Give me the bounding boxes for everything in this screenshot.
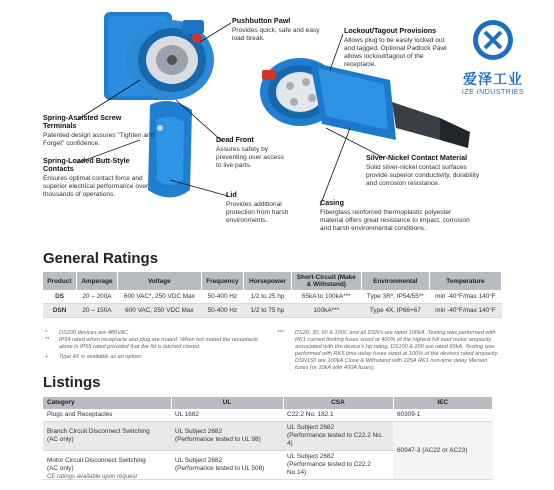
cell-iec: 60947-3 (AC22 or AC23): [393, 422, 493, 480]
brand-name-cn: 爱泽工业: [463, 71, 523, 87]
table-row: [43, 422, 493, 451]
note: [45, 337, 270, 351]
cell-line: (Performance tested to UL 508): [175, 465, 265, 472]
feature-lid: [226, 191, 302, 225]
col-header: Short-Circuit (Make & Withstand): [291, 272, 361, 290]
col-header: Category: [43, 397, 171, 409]
cell-category: [43, 409, 171, 422]
note-text: IP54 rated when receptacle and plug are mated. When not mated the receptacle alone is IP55 rated provided that the lid is latched closed.: [59, 337, 258, 350]
cell: Type 3R*, IP54/55**: [361, 290, 429, 304]
cell: 50-400 Hz: [201, 304, 244, 318]
cell-line: UL Subject 2682: [287, 453, 335, 460]
brand-logo: [438, 18, 548, 96]
brand-name-en: IZE INDUSTRIES: [461, 89, 525, 96]
ratings-header-row: [43, 272, 502, 290]
col-header: Amperage: [76, 272, 117, 290]
listings-table: [43, 397, 493, 480]
note: [45, 330, 270, 337]
feature-silver-nickel: [366, 154, 486, 188]
cell: 50-400 Hz: [201, 290, 244, 304]
col-header: Environmental: [361, 272, 429, 290]
feature-title: Lockout/Tagout Provisions: [344, 26, 437, 35]
cell-line: Branch Circuit Disconnect Switching: [47, 428, 150, 435]
ratings-notes-left: [45, 330, 270, 361]
cell: 20 – 200A: [76, 290, 117, 304]
cell: 100kA***: [291, 304, 361, 318]
feature-title: Casing: [320, 198, 344, 207]
col-header: Temperature: [429, 272, 501, 290]
cell: min -40°F/max 140°F: [429, 304, 501, 318]
cell: 1/2 to 25 hp: [244, 290, 292, 304]
listings-footnote: CE ratings available upon request: [47, 474, 138, 480]
feature-desc: Solid silver-nickel contact surfaces provide superior conductivity, durability and corrosion resistance.: [366, 164, 480, 187]
cell-csa: [283, 422, 393, 451]
feature-desc: Provides quick, safe and easy load break.: [232, 27, 320, 42]
listings-title: Listings: [43, 374, 101, 391]
note-mark: ***: [277, 330, 284, 336]
feature-desc: Fiberglass reinforced thermoplastic polyester material offers great resistance to impact, corrosion and harsh environmental conditions.: [320, 209, 470, 232]
cell: 600 VAC, 250 VDC Max: [118, 304, 201, 318]
col-header: Horsepower: [244, 272, 292, 290]
cell-line: UL 1682: [175, 411, 199, 418]
cell-ul: [171, 451, 283, 480]
cell-category: [43, 422, 171, 451]
feature-desc: Ensures optimal contact force and superior electrical performance over thousands of operations.: [43, 175, 149, 198]
cell-line: UL Subject 2682: [287, 424, 335, 431]
feature-desc: Assures safety by preventing user access to live parts.: [216, 146, 284, 169]
general-ratings-title: General Ratings: [43, 250, 159, 267]
cell-line: Plugs and Receptacles: [47, 411, 113, 418]
cell-line: (AC only): [47, 436, 74, 443]
feature-title: Lid: [226, 190, 237, 199]
feature-title: Dead Front: [216, 135, 254, 144]
note-mark: **: [45, 337, 50, 343]
cell-line: C22.2 No. 182.1: [287, 411, 334, 418]
feature-title: Spring-Loaded Butt-Style Contacts: [43, 156, 130, 173]
note: [277, 330, 502, 372]
note-mark: +: [45, 354, 49, 360]
note-text: Type 4X is available as an option.: [59, 354, 143, 360]
table-row: [43, 290, 502, 304]
cell: 20 – 150A: [76, 304, 117, 318]
note: [45, 354, 270, 361]
cell: 65kA to 100kA***: [291, 290, 361, 304]
cell-ul: [171, 422, 283, 451]
feature-title: Spring-Assisted Screw Terminals: [43, 113, 122, 130]
feature-butt-style-contacts: [43, 157, 155, 199]
feature-dead-front: [216, 136, 288, 170]
col-header: Frequency: [201, 272, 244, 290]
feature-title: Silver-Nickel Contact Material: [366, 153, 468, 162]
cell-line: (Performance tested to UL 98): [175, 436, 261, 443]
feature-desc: Provides additional protection from harsh environments.: [226, 201, 289, 224]
feature-pushbutton-pawl: [232, 17, 320, 43]
note-text: DS20, 30, 60 & 100C and all DSN's are rated 100kA. Testing was performed with RK1 current limiting fuses sized at 400% of the highest full load motor ampacity associated with the device's hp rating. DS100 & 200 are rated 65kA. Testing was performed with RK5 time delay fuses sized at 100% of the devices rated ampacity. DSN150 are 100kA Close & Withstand with 225A RK1 non-time delay Mersen fuses (or 10kA with 400A fuses).: [295, 330, 499, 371]
cell-line: (Performance tested to C22.2 No.14): [287, 461, 371, 476]
col-header: CSA: [283, 397, 393, 409]
cell-line: Motor Circuit Disconnect Switching: [47, 457, 146, 464]
note-text: DS200 devices are 480VAC: [59, 330, 129, 336]
cell-csa: [283, 451, 393, 480]
col-header: IEC: [393, 397, 493, 409]
feature-title: Pushbutton Pawl: [232, 16, 291, 25]
col-header: Voltage: [118, 272, 201, 290]
cell: 600 VAC*, 250 VDC Max: [118, 290, 201, 304]
ratings-notes-right: [277, 330, 502, 372]
cell-line: UL Subject 2682: [175, 428, 223, 435]
cell: DS: [43, 290, 76, 304]
cell: Type 4X, IP66+67: [361, 304, 429, 318]
cell-ul: [171, 409, 283, 422]
listings-header-row: [43, 397, 493, 409]
brand-emblem-icon: [471, 18, 515, 62]
cell: min -40°F/max 140°F: [429, 290, 501, 304]
col-header: Product: [43, 272, 76, 290]
feature-desc: Allows plug to be easily locked out and tagged. Optional Padlock Pawl allows lockout/tagout of the receptacle.: [344, 37, 447, 68]
feature-spring-screw-terminals: [43, 114, 155, 148]
note-mark: *: [45, 330, 48, 336]
table-row: [43, 409, 493, 422]
cell-csa: [283, 409, 393, 422]
feature-desc: Patented design assures "Tighten and Forget" confidence.: [43, 132, 155, 147]
cell: 1/2 to 75 hp: [244, 304, 292, 318]
table-row: [43, 304, 502, 318]
col-header: UL: [171, 397, 283, 409]
cell-iec: 60309-1: [393, 409, 493, 422]
feature-casing: [320, 199, 472, 233]
ratings-table: [43, 272, 502, 318]
cell-line: (AC only): [47, 465, 74, 472]
cell-line: (Performance tested to C22.2 No. 4): [287, 432, 383, 447]
cell-line: UL Subject 2682: [175, 457, 223, 464]
cell: DSN: [43, 304, 76, 318]
